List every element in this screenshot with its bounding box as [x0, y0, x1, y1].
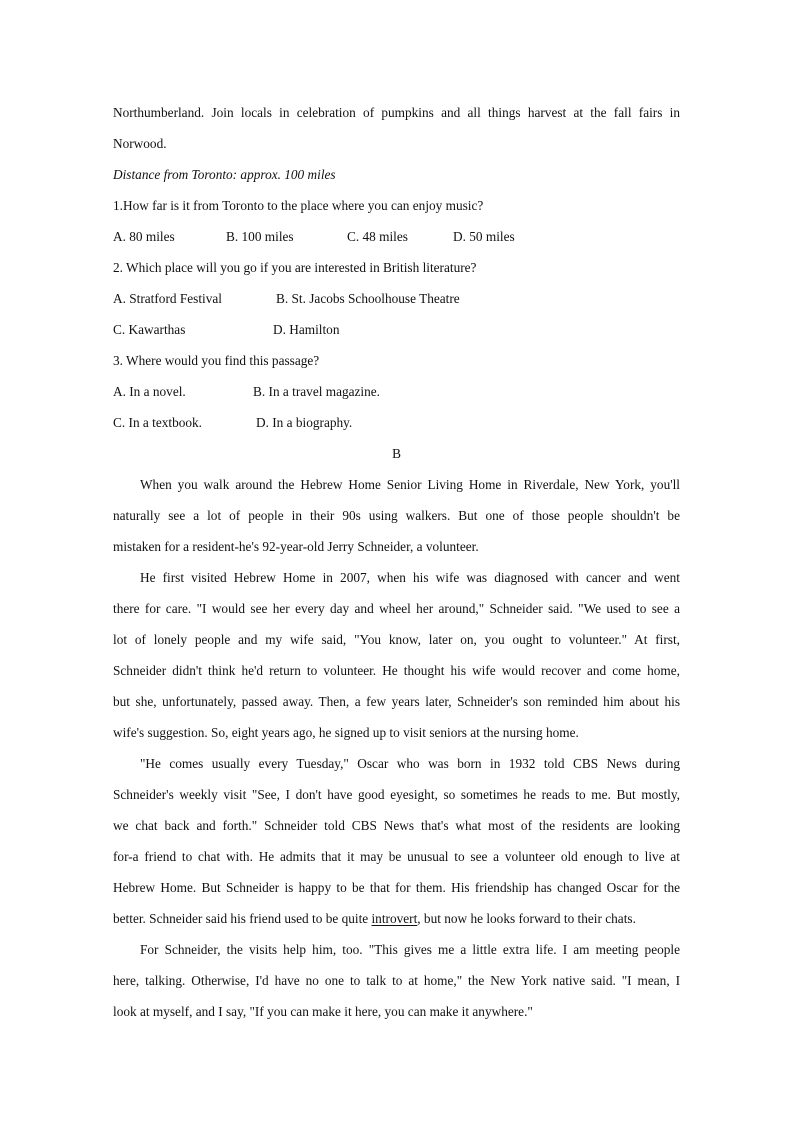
p4-line: For Schneider, the visits help him, too. "This gives me a little extra life. I am meeting people	[140, 942, 680, 957]
q3-option-b: B. In a travel magazine.	[253, 384, 381, 399]
question-2-stem: 2. Which place will you go if you are interested in British literature?	[113, 260, 477, 275]
p3-last-after: , but now he looks forward to their chats.	[417, 911, 636, 926]
question-1-stem: 1.How far is it from Toronto to the place where you can enjoy music?	[113, 198, 484, 213]
document-page	[113, 97, 680, 1027]
q2-option-b: B. St. Jacobs Schoolhouse Theatre	[276, 291, 460, 306]
p3-line: Schneider's weekly visit "See, I don't have good eyesight, so sometimes he reads to me. But mostly,	[113, 787, 680, 802]
p3-line: for-a friend to chat with. He admits that it may be unusual to see a volunteer old enough to live at	[113, 849, 680, 864]
q1-option-d: D. 50 miles	[453, 229, 515, 244]
section-b-paragraph-1	[113, 469, 680, 562]
section-b-paragraph-4	[113, 934, 680, 1027]
question-2-options-row-1	[113, 283, 680, 314]
p4-line: here, talking. Otherwise, I'd have no one to talk to at home," the New York native said. "I mean, I	[113, 973, 680, 988]
distance-note: Distance from Toronto: approx. 100 miles	[113, 167, 336, 182]
question-3-options-row-1	[113, 376, 680, 407]
p1-line: naturally see a lot of people in their 90s using walkers. But one of those people shouldn't be	[113, 508, 680, 523]
q1-option-a: A. 80 miles	[113, 229, 175, 244]
q2-option-a: A. Stratford Festival	[113, 291, 222, 306]
q2-option-c: C. Kawarthas	[113, 322, 186, 337]
p2-line: Schneider didn't think he'd return to volunteer. He thought his wife would recover and come home,	[113, 663, 680, 678]
q3-option-c: C. In a textbook.	[113, 415, 203, 430]
p3-last-before: better. Schneider said his friend used to be quite	[113, 911, 372, 926]
p3-line: "He comes usually every Tuesday," Oscar who was born in 1932 told CBS News during	[140, 756, 680, 771]
intro-line-1: Northumberland. Join locals in celebration of pumpkins and all things harvest at the fall fairs in	[113, 105, 680, 120]
section-b-paragraph-3	[113, 748, 680, 934]
p2-line: there for care. "I would see her every day and wheel her around," Schneider said. "We used to see a	[113, 601, 680, 616]
p1-line: mistaken for a resident-he's 92-year-old Jerry Schneider, a volunteer.	[113, 539, 479, 554]
p2-line: lot of lonely people and my wife said, "You know, later on, you ought to volunteer." At first,	[113, 632, 680, 647]
section-b-heading: B	[392, 446, 401, 461]
q3-option-a: A. In a novel.	[113, 384, 186, 399]
q1-option-c: C. 48 miles	[347, 229, 408, 244]
p3-line: Hebrew Home. But Schneider is happy to be that for them. His friendship has changed Oscar for the	[113, 880, 680, 895]
p4-line: look at myself, and I say, "If you can make it here, you can make it anywhere."	[113, 1004, 533, 1019]
question-3-options-row-2	[113, 407, 680, 438]
intro-line-2: Norwood.	[113, 136, 167, 151]
p2-line: He first visited Hebrew Home in 2007, when his wife was diagnosed with cancer and went	[140, 570, 680, 585]
p2-line: but she, unfortunately, passed away. Then, a few years later, Schneider's son reminded him about his	[113, 694, 680, 709]
question-2-options-row-2	[113, 314, 680, 345]
q3-option-d: D. In a biography.	[256, 415, 353, 430]
question-1-options	[113, 221, 680, 252]
p1-line: When you walk around the Hebrew Home Senior Living Home in Riverdale, New York, you'll	[140, 477, 680, 492]
q1-option-b: B. 100 miles	[226, 229, 294, 244]
p3-last-line	[113, 903, 680, 934]
p2-line: wife's suggestion. So, eight years ago, he signed up to visit seniors at the nursing home.	[113, 725, 579, 740]
q2-option-d: D. Hamilton	[273, 322, 340, 337]
section-b-paragraph-2	[113, 562, 680, 748]
underlined-word-introvert: introvert	[371, 911, 418, 926]
intro-paragraph	[113, 97, 680, 159]
question-3-stem: 3. Where would you find this passage?	[113, 353, 320, 368]
p3-line: we chat back and forth." Schneider told CBS News that's what most of the residents are looking	[113, 818, 680, 833]
